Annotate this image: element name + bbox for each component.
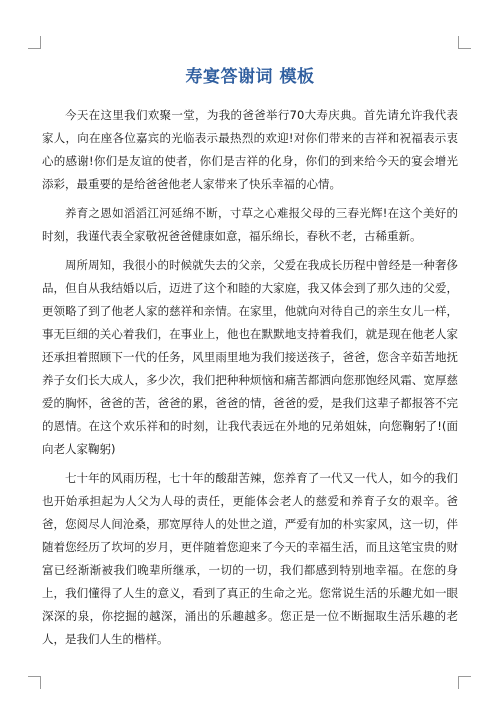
paragraph: 今天在这里我们欢聚一堂，为我的爸爸举行70大寿庆典。首先请允许我代表家人，向在座各位嘉宾的光临表示最热烈的欢迎!对你们带来的吉祥和祝福表示衷心的感谢!你们是友谊的使者，你们是吉祥的化身，你们的到来给今天的宴会增光添彩，最重要的是给爸爸他老人家带来了快乐幸福的心情。 (42, 108, 458, 191)
paragraph: 周所周知，我很小的时候就失去的父亲，父爱在我成长历程中曾经是一种奢侈品，但自从我结婚以后，迈进了这个和睦的大家庭，我又体会到了那久违的父爱，更领略了到了他老人家的慈祥和亲情。在家里，他就向对待自己的亲生女儿一样，事无巨细的关心着我们，在事业上，他也在默默地支持着我们，就是现在他老人家还承担着照顾下一代的任务，风里雨里地为我们接送孩子，爸爸，您含辛茹苦地抚养子女们长大成人，多少次，我们把种种烦恼和痛苦都洒向您那饱经风霜、宽厚慈爱的胸怀，爸爸的苦，爸爸的累，爸爸的情，爸爸的爱，是我们这辈子都报答不完的恩情。在这个欢乐祥和的时刻，让我代表远在外地的兄弟姐妹，向您鞠躬了!(面向老人家鞠躬) (42, 258, 458, 456)
document-title: 寿宴答谢词 模板 (185, 67, 315, 87)
document-body (42, 104, 458, 657)
corner-mark-bottom-right (458, 676, 471, 689)
paragraph: 养育之恩如滔滔江河延绵不断，寸草之心难报父母的三春光辉!在这个美好的时刻，我谨代表全家敬祝爸爸健康如意，福乐绵长，春秋不老，古稀重新。 (42, 206, 458, 243)
paragraph: 七十年的风雨历程，七十年的酸甜苦辣，您养育了一代又一代人，如今的我们也开始承担起为人父为人母的责任，更能体会老人的慈爱和养育子女的艰辛。爸爸，您阅尽人间沧桑，那宽厚待人的处世之道，严爱有加的朴实家风，这一切，伴随着您经历了坎坷的岁月，更伴随着您迎来了今天的幸福生活，而且这笔宝贵的财富已经渐渐被我们晚辈所继承，一切的一切，我们都感到特别地幸福。在您的身上，我们懂得了人生的意义，看到了真正的生命之光。您常说生活的乐趣尤如一眼深深的泉，你挖掘的越深，涌出的乐趣越多。您正是一位不断掘取生活乐趣的老人，是我们人生的楷样。 (42, 471, 458, 646)
corner-mark-top-left (28, 36, 41, 49)
corner-mark-bottom-left (28, 676, 41, 689)
corner-mark-top-right (458, 36, 471, 49)
